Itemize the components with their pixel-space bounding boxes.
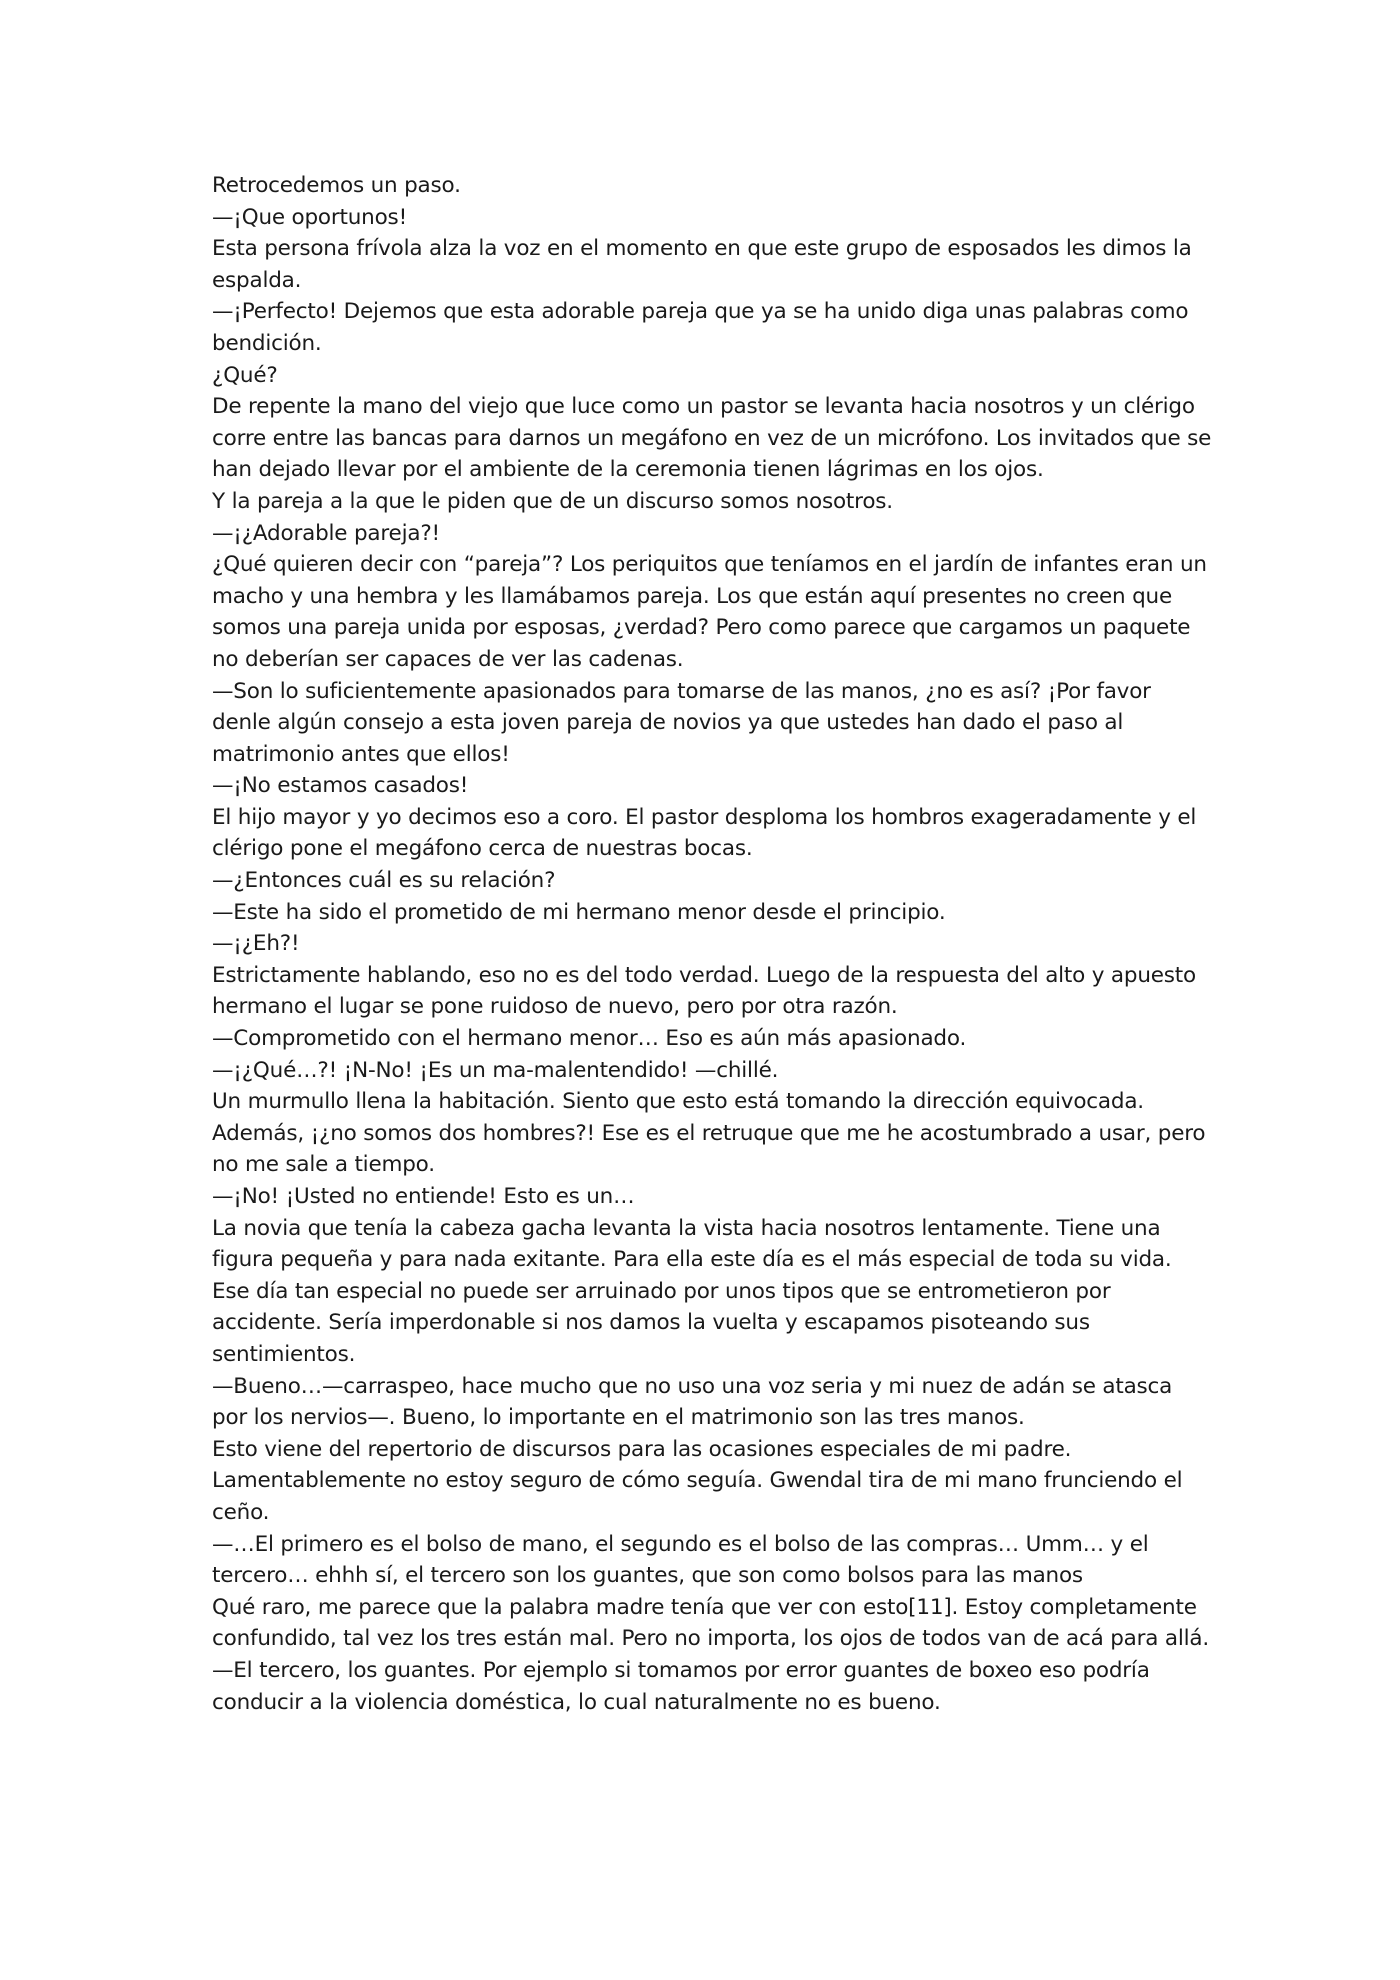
paragraph: —Bueno…—carraspeo, hace mucho que no uso una voz seria y mi nuez de adán se atasca por los nervios—. Bueno, lo importante en el matrimonio son las tres manos. <box>212 1373 1173 1431</box>
paragraph: —¡Perfecto! Dejemos que esta adorable pareja que ya se ha unido diga unas palabras como bendición. <box>212 299 1189 356</box>
paragraph: Qué raro, me parece que la palabra madre tenía que ver con esto[11]. Estoy completamente confundido, tal vez los tres están mal. Pero no importa, los ojos de todos van de acá para allá. <box>212 1594 1209 1652</box>
paragraph: De repente la mano del viejo que luce como un pastor se levanta hacia nosotros y un clérigo corre entre las bancas para darnos un megáfono en vez de un micrófono. Los invitados que se han dejado llevar por el ambiente de la ceremonia tienen lágrimas en los ojos. <box>212 394 1212 483</box>
paragraph: —El tercero, los guantes. Por ejemplo si tomamos por error guantes de boxeo eso podría conducir a la violencia doméstica, lo cual naturalmente no es bueno. <box>212 1657 1150 1715</box>
document-body <box>212 170 1212 1718</box>
paragraph: —¡¿Adorable pareja?! <box>212 520 440 546</box>
paragraph: —…El primero es el bolso de mano, el segundo es el bolso de las compras… Umm… y el tercero… ehhh sí, el tercero son los guantes, que son como bolsos para las manos <box>212 1531 1149 1589</box>
paragraph: —¡No! ¡Usted no entiende! Esto es un… <box>212 1184 635 1209</box>
paragraph: El hijo mayor y yo decimos eso a coro. El pastor desploma los hombros exageradamente y el clérigo pone el megáfono cerca de nuestras bocas. <box>212 804 1197 862</box>
paragraph: —Comprometido con el hermano menor… Eso es aún más apasionado. <box>212 1026 967 1052</box>
paragraph: ¿Qué quieren decir con “pareja”? Los periquitos que teníamos en el jardín de infantes eran un macho y una hembra y les llamábamos pareja. Los que están aquí presentes no creen que somos una pareja unida por esposas, ¿verdad? Pero como parece que cargamos un paquete no deberían ser capaces de ver las cadenas. <box>212 552 1207 672</box>
paragraph: Esto viene del repertorio de discursos para las ocasiones especiales de mi padre. Lamentablemente no estoy seguro de cómo seguía. Gwendal tira de mi mano frunciendo el ceño. <box>212 1436 1183 1525</box>
paragraph: —¡¿Eh?! <box>212 931 300 957</box>
paragraph: Retrocedemos un paso. <box>212 173 461 198</box>
paragraph: Un murmullo llena la habitación. Siento que esto está tomando la dirección equivocada. Además, ¡¿no somos dos hombres?! Ese es el retruque que me he acostumbrado a usar, pero no me sale a tiempo. <box>212 1089 1206 1178</box>
paragraph: —¡¿Qué…?! ¡N-No! ¡Es un ma-malentendido! —chillé. <box>212 1057 779 1083</box>
paragraph: ¿Qué? <box>212 362 278 388</box>
paragraph: —Son lo suficientemente apasionados para tomarse de las manos, ¿no es así? ¡Por favor denle algún consejo a esta joven pareja de novios ya que ustedes han dado el paso al matrimonio antes que ellos! <box>212 678 1151 767</box>
paragraph: Y la pareja a la que le piden que de un discurso somos nosotros. <box>212 488 893 514</box>
paragraph: Estrictamente hablando, eso no es del todo verdad. Luego de la respuesta del alto y apuesto hermano el lugar se pone ruidoso de nuevo, pero por otra razón. <box>212 962 1196 1020</box>
paragraph: La novia que tenía la cabeza gacha levanta la vista hacia nosotros lentamente. Tiene una figura pequeña y para nada exitante. Para ella este día es el más especial de toda su vida. Ese día tan especial no puede ser arruinado por unos tipos que se entrometieron por accidente. Sería imperdonable si nos damos la vuelta y escapamos pisoteando sus sentimientos. <box>212 1215 1172 1367</box>
paragraph: —¿Entonces cuál es su relación? <box>212 868 556 894</box>
paragraph: —Este ha sido el prometido de mi hermano menor desde el principio. <box>212 899 946 925</box>
paragraph: —¡Que oportunos! <box>212 204 407 230</box>
paragraph: Esta persona frívola alza la voz en el momento en que este grupo de esposados les dimos la espalda. <box>212 236 1192 293</box>
paragraph: —¡No estamos casados! <box>212 773 469 799</box>
